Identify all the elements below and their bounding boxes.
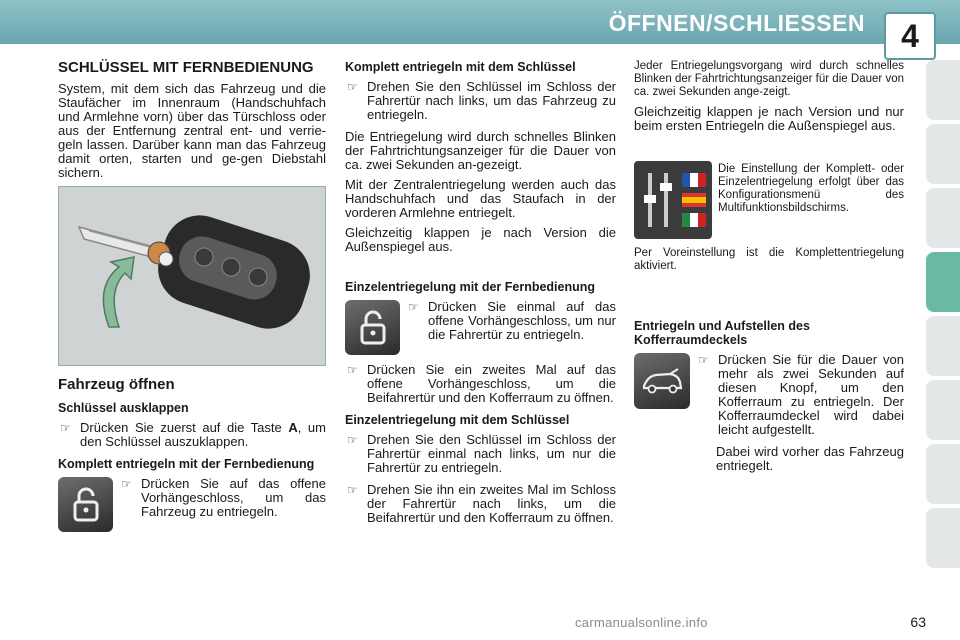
bullet-trunk [696, 353, 904, 437]
intro-paragraph: System, mit dem sich das Fahrzeug und die Staufächer im Innenraum (Handschuhfach und Armlehne vorn) über das Türschloss oder aus der Entfernung zentral ent- und verrie-geln lassen. Darüber kann man das Fahrzeug damit orten, starten und ge-gen Diebstahl sichern. [58, 81, 326, 180]
chapter-tab [926, 124, 960, 184]
bullet-marker-icon: ☞ [347, 80, 358, 94]
paragraph-mirrors: Gleichzeitig klappen je nach Version die Außenspiegel aus. [345, 225, 616, 254]
bullet-text: Drücken Sie ein zweites Mal auf das offene Vorhängeschloss, um die Beifahrertür und den Kofferraum zu öffnen. [367, 362, 616, 405]
bullet-unfold-key [58, 421, 326, 449]
paragraph-default: Per Voreinstellung ist die Komplettentriegelung aktiviert. [634, 247, 904, 272]
chapter-tab [926, 444, 960, 504]
key-button-label: A [288, 420, 298, 435]
chapter-tab [926, 316, 960, 376]
bullet-remote-full-unlock [119, 477, 326, 519]
heading-trunk: Entriegeln und Aufstellen des Kofferraumdeckels [634, 319, 810, 347]
bullet-text: Drücken Sie auf das offene Vorhängeschloss, um das Fahrzeug zu entriegeln. [141, 476, 326, 519]
heading-remote-full-unlock: Komplett entriegeln mit der Fernbedienung [58, 457, 315, 471]
bullet-marker-icon: ☞ [121, 477, 132, 491]
paragraph-indicators: Die Entriegelung wird durch schnelles Blinken der Fahrtrichtungsanzeiger für die Dauer von ca. zwei Sekunden an-gezeigt. [345, 129, 616, 172]
heading-unfold-key: Schlüssel ausklappen [58, 401, 189, 415]
remote-full-unlock-block [58, 477, 326, 532]
chapter-tab [926, 60, 960, 120]
bullet-text: Drücken Sie einmal auf das offene Vorhängeschloss, um nur die Fahrertür zu entriegeln. [428, 299, 616, 342]
page-title: ÖFFNEN/SCHLIESSEN [608, 10, 865, 36]
bullet-marker-icon: ☞ [60, 421, 71, 435]
bullet-marker-icon: ☞ [347, 483, 358, 497]
bullet-key-single-1 [345, 433, 616, 475]
bullet-text: Drücken Sie für die Dauer von mehr als zwei Sekunden auf diesen Knopf, um den Kofferraum zu entriegeln. Der Kofferraumdeckel wird dabei leicht aufgestellt. [718, 352, 904, 437]
chapter-tab [926, 188, 960, 248]
settings-block [634, 161, 904, 239]
bullet-marker-icon: ☞ [347, 433, 358, 447]
section-title-key: SCHLÜSSEL MIT FERNBEDIENUNG [58, 59, 314, 76]
bullet-text: , um den Schlüssel auszuklappen. [80, 420, 326, 449]
page-number: 63 [910, 614, 926, 630]
chapter-tab [926, 380, 960, 440]
bullet-remote-single-2 [345, 363, 616, 405]
open-padlock-icon [345, 300, 400, 355]
bullet-key-full-unlock [345, 80, 616, 122]
chapter-tab [926, 508, 960, 568]
key-illustration [59, 187, 325, 365]
bullet-remote-single-1 [406, 300, 616, 342]
trunk-block [634, 353, 904, 479]
chapter-badge: 4 [884, 12, 936, 60]
column-left [58, 60, 326, 540]
chapter-tabs [926, 60, 960, 572]
multifunction-display-icon [634, 161, 712, 239]
open-padlock-icon [58, 477, 113, 532]
bullet-marker-icon: ☞ [408, 300, 419, 314]
chapter-tab-active [926, 252, 960, 312]
bullet-text: Drücken Sie zuerst auf die Taste [80, 420, 289, 435]
trunk-open-icon [634, 353, 690, 409]
section-title-open-vehicle: Fahrzeug öffnen [58, 376, 175, 393]
heading-remote-single-unlock: Einzelentriegelung mit der Fernbedienung [345, 280, 596, 294]
paragraph-indicators-right: Jeder Entriegelungsvorgang wird durch schnelles Blinken der Fahrtrichtungsanzeiger für die Dauer von ca. zwei Sekunden ange-zeigt. [634, 60, 904, 98]
bullet-key-single-2 [345, 483, 616, 525]
paragraph-trunk-note: Dabei wird vorher das Fahrzeug entriegelt. [716, 444, 904, 473]
heading-key-single-unlock: Einzelentriegelung mit dem Schlüssel [345, 413, 570, 427]
remote-key-image [58, 186, 326, 366]
paragraph-central-unlock: Mit der Zentralentriegelung werden auch das Handschuhfach und das Staufach in der vorderen Armlehne entriegelt. [345, 177, 616, 220]
paragraph-mirrors-right: Gleichzeitig klappen je nach Version und nur beim ersten Entriegeln die Außenspiegel aus. [634, 104, 904, 133]
bullet-marker-icon: ☞ [698, 353, 709, 367]
column-right [634, 60, 904, 487]
paragraph-settings: Die Einstellung der Komplett- oder Einzelentriegelung erfolgt über das Konfigurationsmenü des Multifunktionsbildschirms. [718, 163, 904, 214]
page-header [0, 0, 960, 54]
watermark: carmanualsonline.info [575, 615, 708, 630]
remote-single-unlock-block [345, 300, 616, 355]
bullet-text: Drehen Sie ihn ein zweites Mal im Schloss der Fahrertür nach links, um die Beifahrertür und den Kofferraum zu öffnen. [367, 482, 616, 525]
bullet-marker-icon: ☞ [347, 363, 358, 377]
bullet-text: Drehen Sie den Schlüssel im Schloss der Fahrertür einmal nach links, um nur die Fahrertür zu entriegeln. [367, 432, 616, 475]
column-middle [345, 60, 616, 533]
bullet-text: Drehen Sie den Schlüssel im Schloss der Fahrertür nach links, um das Fahrzeug zu entriegeln. [367, 79, 616, 122]
heading-key-full-unlock: Komplett entriegeln mit dem Schlüssel [345, 60, 576, 74]
